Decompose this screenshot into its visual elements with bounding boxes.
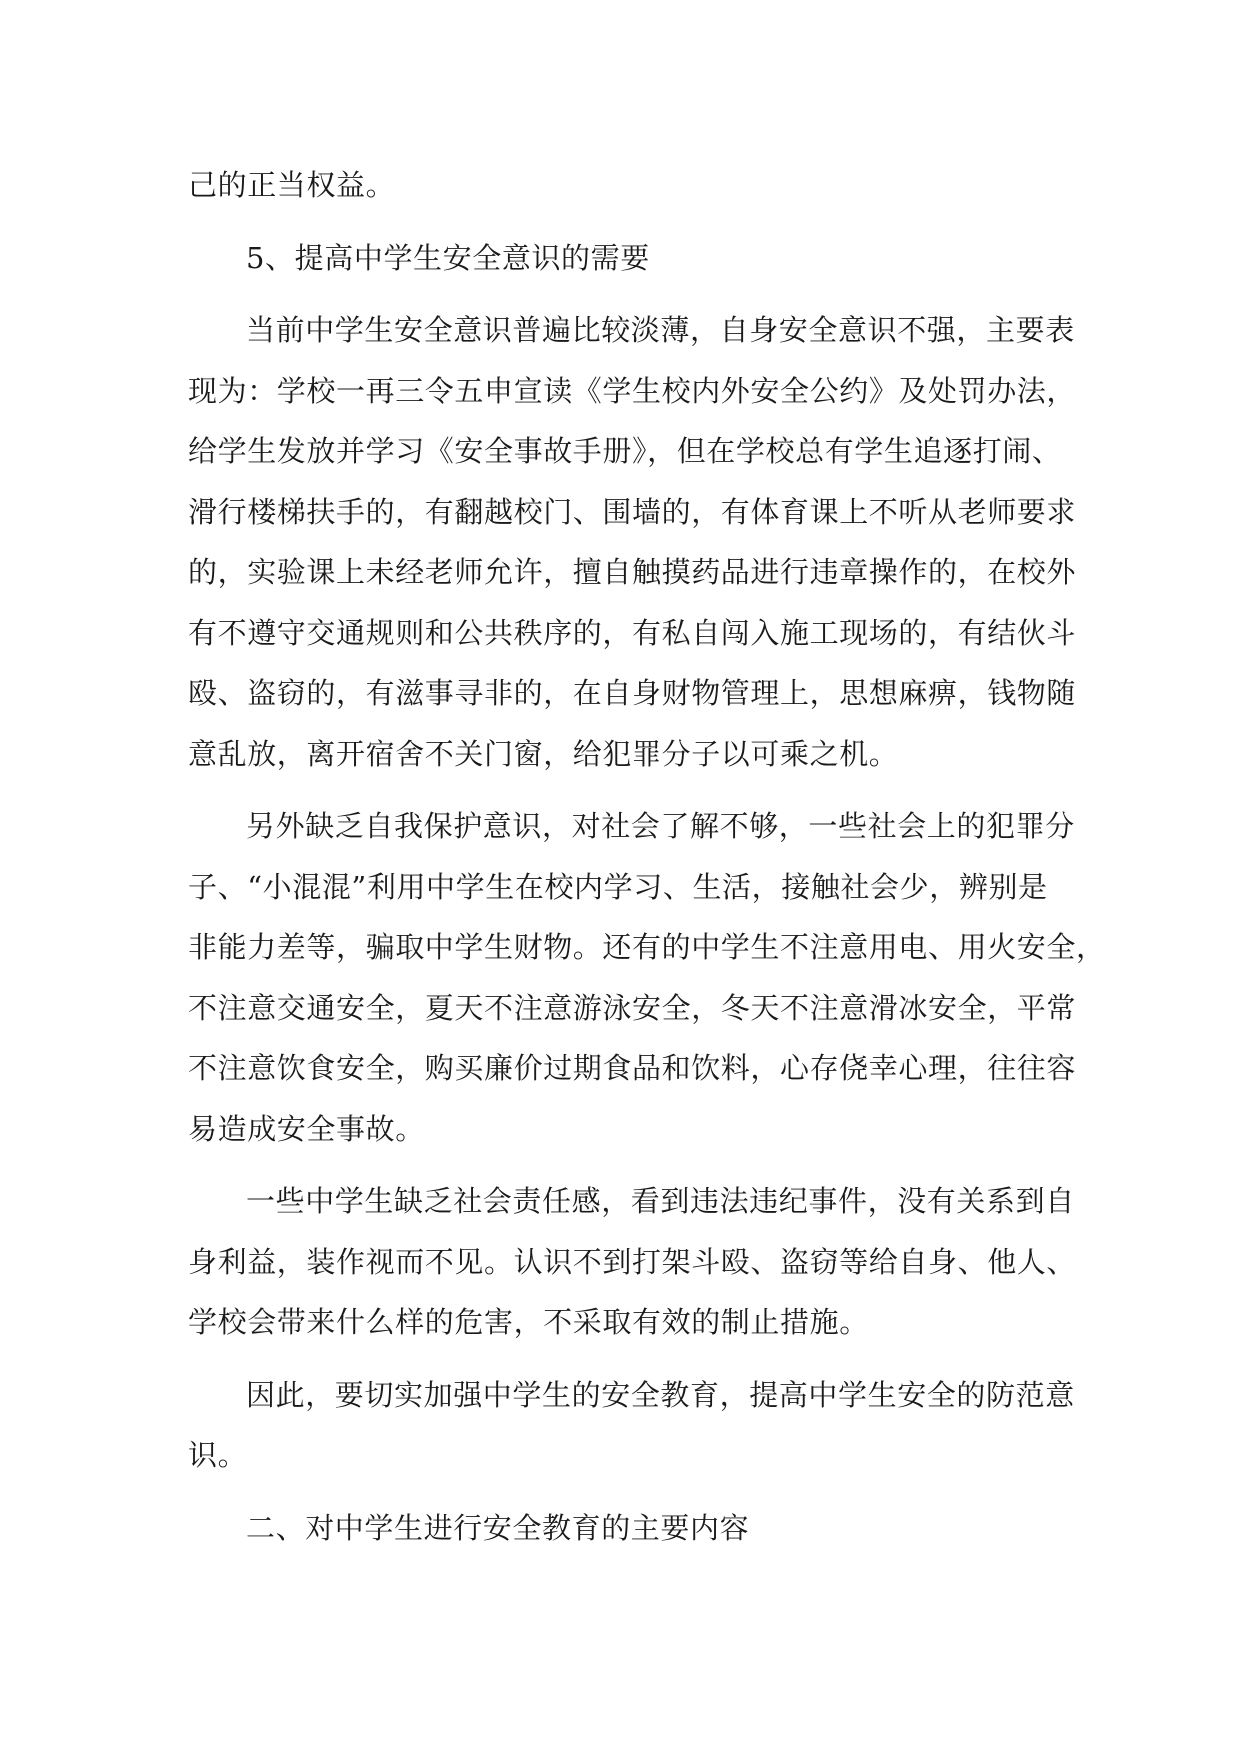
paragraph-gap (188, 288, 1064, 300)
text-line: 一些中学生缺乏社会责任感，看到违法违纪事件，没有关系到自 (246, 1184, 1075, 1218)
text-line: 滑行楼梯扶手的，有翻越校门、围墙的，有体育课上不听从老师要求 (188, 494, 1077, 529)
text-line: 意乱放，离开宿舍不关门窗，给犯罪分子以可乘之机。 (188, 736, 899, 771)
text-line: 因此，要切实加强中学生的安全教育，提高中学生安全的防范意 (246, 1377, 1075, 1412)
text-line: 的，实验课上未经老师允许，擅自触摸药品进行违章操作的，在校外 (188, 555, 1077, 589)
paragraph-gap (188, 1159, 1064, 1171)
text-line: 二、对中学生进行安全教育的主要内容 (246, 1510, 750, 1545)
text-line: 5、提高中学生安全意识的需要 (246, 240, 650, 275)
paragraph-gap (188, 784, 1064, 796)
text-line: 有不遵守交通规则和公共秩序的，有私自闯入施工现场的，有结伙斗 (188, 615, 1077, 650)
text-line: 殴、盗窃的，有滋事寻非的，在自身财物管理上，思想麻痹，钱物随 (188, 676, 1077, 710)
text-line: 子、“小混混”利用中学生在校内学习、生活，接触社会少，辨别是 (188, 869, 1048, 904)
document-body (188, 155, 1106, 1558)
text-line: 身利益，装作视而不见。认识不到打架斗殴、盗窃等给自身、他人、 (188, 1244, 1077, 1279)
text-line: 另外缺乏自我保护意识，对社会了解不够，一些社会上的犯罪分 (246, 809, 1075, 843)
paragraph-gap (188, 216, 1064, 228)
text-line: 识。 (188, 1438, 248, 1472)
text-line: 己的正当权益。 (188, 168, 396, 202)
text-line: 给学生发放并学习《安全事故手册》，但在学校总有学生追逐打闹、 (188, 434, 1062, 468)
text-line: 不注意饮食安全，购买廉价过期食品和饮料，心存侥幸心理，往往容 (188, 1051, 1077, 1085)
text-line: 现为：学校一再三令五申宣读《学生校内外安全公约》及处罚办法， (188, 373, 1077, 408)
text-line: 非能力差等，骗取中学生财物。还有的中学生不注意用电、用火安全， (188, 930, 1106, 964)
text-line: 不注意交通安全，夏天不注意游泳安全，冬天不注意滑冰安全，平常 (188, 990, 1077, 1025)
text-line: 易造成安全事故。 (188, 1111, 425, 1146)
paragraph-gap (188, 1486, 1064, 1498)
paragraph-gap (188, 1353, 1064, 1365)
text-line: 学校会带来什么样的危害，不采取有效的制止措施。 (188, 1305, 869, 1339)
text-line: 当前中学生安全意识普遍比较淡薄，自身安全意识不强，主要表 (246, 313, 1075, 347)
